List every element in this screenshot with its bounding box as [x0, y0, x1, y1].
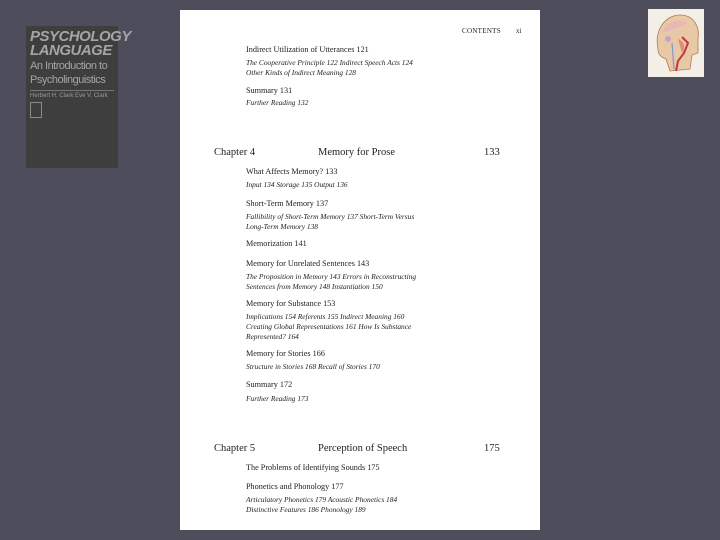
- chapter-page-number: 175: [484, 443, 500, 454]
- toc-entry: Summary 172: [246, 380, 293, 389]
- book-page: [180, 10, 540, 530]
- toc-subentry: Other Kinds of Indirect Meaning 128: [246, 68, 356, 77]
- toc-subentry: Further Reading 132: [246, 98, 309, 107]
- page-header-label: CONTENTS: [462, 27, 501, 35]
- toc-entry: Memory for Stories 166: [246, 349, 325, 358]
- page-number: xi: [516, 27, 522, 35]
- toc-entry: Phonetics and Phonology 177: [246, 482, 344, 491]
- toc-subentry: Sentences from Memory 148 Instantiation 150: [246, 282, 383, 291]
- chapter-label: Chapter 5: [214, 443, 256, 454]
- toc-entry: Short-Term Memory 137: [246, 199, 329, 208]
- toc-subentry: Fallibility of Short-Term Memory 137 Short-Term Versus: [246, 212, 415, 221]
- toc-subentry: The Cooperative Principle 122 Indirect Speech Acts 124: [246, 58, 413, 67]
- book-cover-thumbnail: [26, 26, 131, 168]
- publisher-logo-icon: [30, 102, 42, 118]
- toc-entry: Memorization 141: [246, 239, 307, 248]
- cover-title-line-2: LANGUAGE: [30, 42, 112, 59]
- toc-entry: Memory for Unrelated Sentences 143: [246, 259, 370, 268]
- toc-subentry: Structure in Stories 168 Recall of Stories 170: [246, 362, 380, 371]
- toc-entry: What Affects Memory? 133: [246, 167, 338, 176]
- toc-entry: The Problems of Identifying Sounds 175: [246, 463, 380, 472]
- chapter-page-number: 133: [484, 147, 500, 158]
- cover-subtitle-line-2: Psycholinguistics: [30, 74, 106, 86]
- toc-subentry: Creating Global Representations 161 How Is Substance: [246, 322, 412, 331]
- toc-entry: Memory for Substance 153: [246, 299, 336, 308]
- toc-subentry: The Proposition in Memory 143 Errors in Reconstructing: [246, 272, 417, 281]
- chapter-label: Chapter 4: [214, 147, 256, 158]
- toc-subentry: Input 134 Storage 135 Output 136: [246, 180, 348, 189]
- toc-entry: Indirect Utilization of Utterances 121: [246, 45, 369, 54]
- cover-subtitle-line-1: An Introduction to: [30, 60, 108, 72]
- toc-entry: Summary 131: [246, 86, 293, 95]
- chapter-title: Memory for Prose: [318, 147, 395, 158]
- chapter-title: Perception of Speech: [318, 443, 408, 454]
- toc-subentry: Further Reading 173: [246, 394, 309, 403]
- cover-author: Herbert H. Clark Eve V. Clark: [30, 90, 114, 99]
- toc-subentry: Articulatory Phonetics 179 Acoustic Phonetics 184: [246, 495, 398, 504]
- toc-subentry: Distinctive Features 186 Phonology 189: [246, 505, 366, 514]
- cover-title-line-1: PSYCHOLOGY: [30, 28, 131, 45]
- toc-subentry: Long-Term Memory 138: [246, 222, 318, 231]
- toc-subentry: Implications 154 Referents 155 Indirect Meaning 160: [246, 312, 405, 321]
- head-anatomy-icon: [648, 9, 704, 77]
- toc-subentry: Represented? 164: [246, 332, 299, 341]
